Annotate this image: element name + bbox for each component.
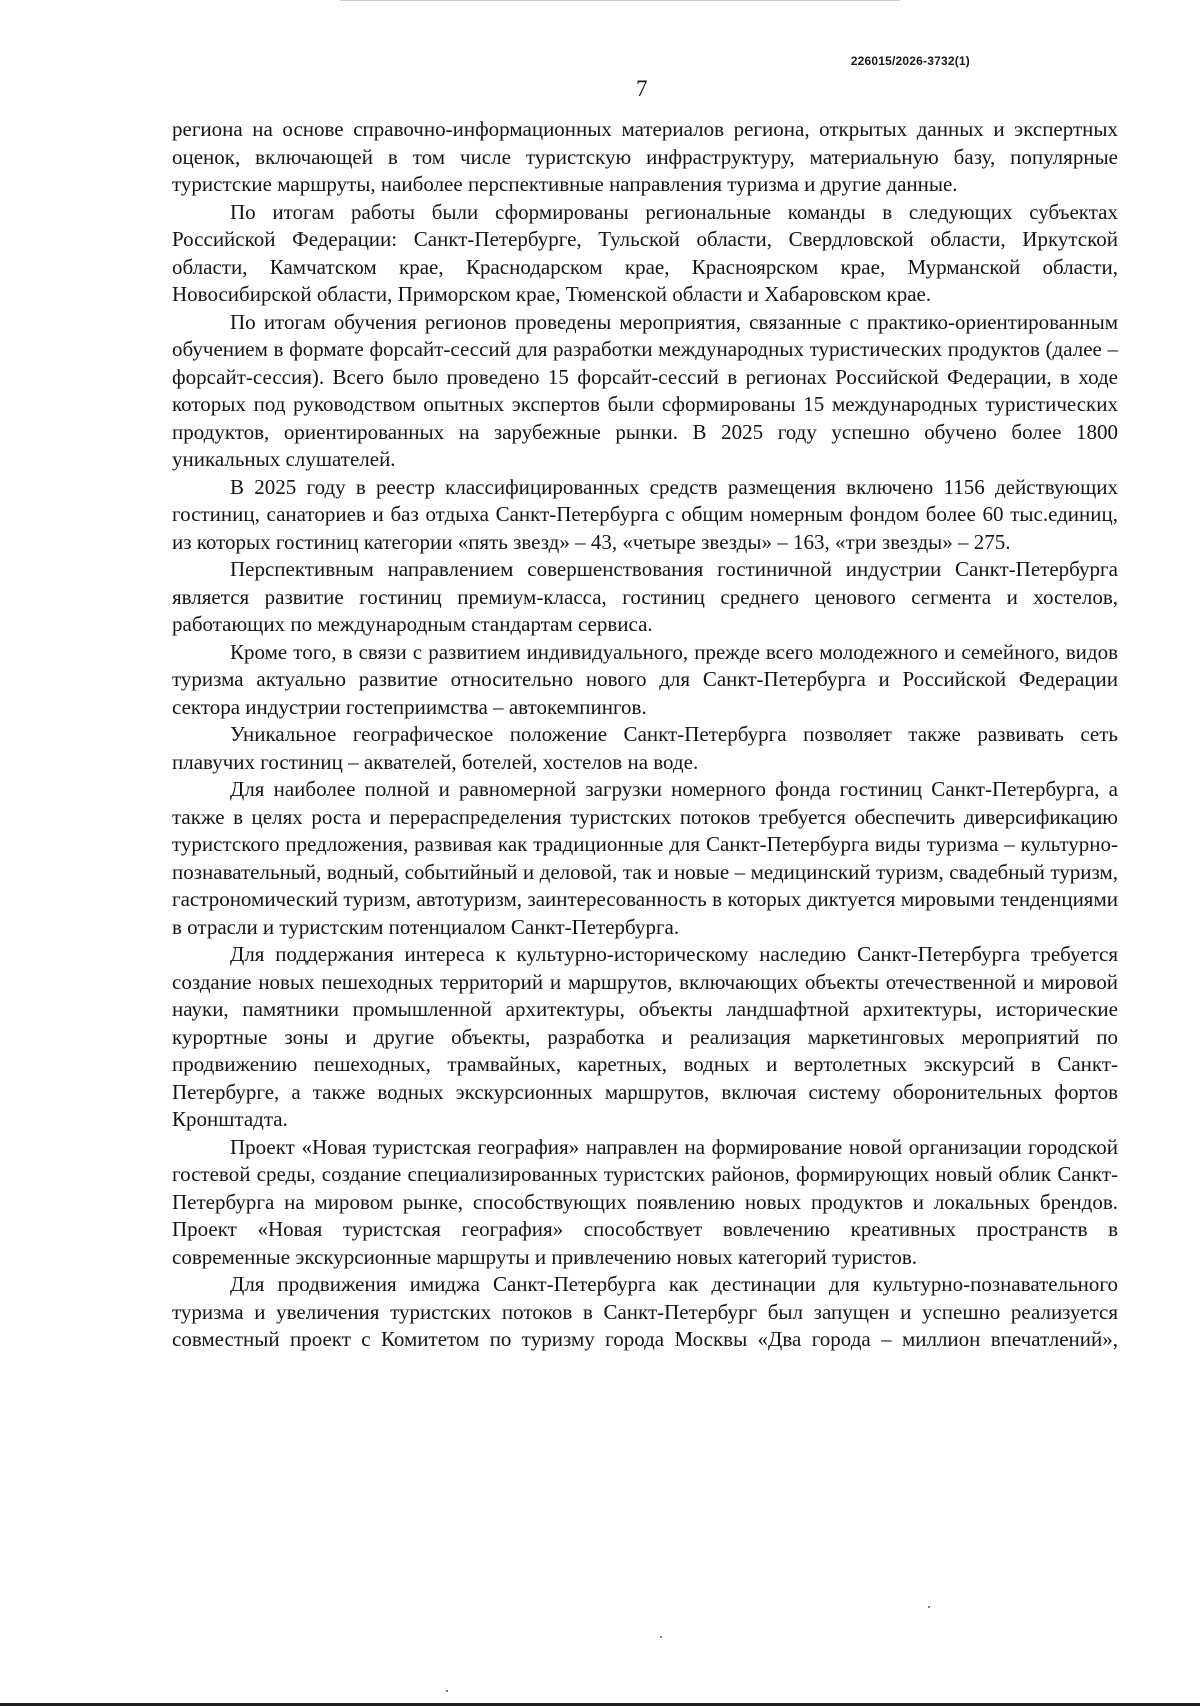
paragraph-9: Для поддержания интереса к культурно-историческому наследию Санкт-Петербурга требуется создание новых пешеходных территорий и маршрутов, включающих объекты отечественной и мировой науки, памятники промышленной архитектуры, объекты ландшафтной архитектуры, исторические курортные зоны и другие объекты, разработка и реализация маркетинговых мероприятий по продвижению пешеходных, трамвайных, каретных, водных и вертолетных экскурсий в Санкт-Петербурге, а также водных экскурсионных маршрутов, включая систему оборонительных фортов Кронштадта. [172,942,1118,1131]
paragraph-4: В 2025 году в реестр классифицированных средств размещения включено 1156 действующих гостиниц, санаториев и баз отдыха Санкт-Петербурга с общим номерным фондом более 60 тыс.единиц, из которых гостиниц категории «пять звезд» – 43, «четыре звезды» – 163, «три звезды» – 275. [172,474,1118,554]
paragraph-8: Для наиболее полной и равномерной загрузки номерного фонда гостиниц Санкт-Петербурга, а также в целях роста и перераспределения туристских потоков требуется обеспечить диверсификацию туристского предложения, развивая как традиционные для Санкт-Петербурга виды туризма – культурно-познавательный, водный, событийный и деловой, так и новые – медицинский туризм, свадебный туризм, гастрономический туризм, автотуризм, заинтересованность в которых диктуется мировыми тенденциями в отрасли и туристским потенциалом Санкт-Петербурга. [172,777,1118,939]
top-edge-line [340,0,900,1]
scan-speck [446,1690,448,1692]
page-number: 7 [636,76,648,101]
paragraph-6: Кроме того, в связи с развитием индивидуального, прежде всего молодежного и семейного, видов туризма актуально развитие относительно нового для Санкт-Петербурга и Российской Федерации сектора индустрии гостеприимства – автокемпингов. [172,639,1118,719]
scan-speck [660,1636,662,1638]
paragraph-5: Перспективным направлением совершенствования гостиничной индустрии Санкт-Петербурга является развитие гостиниц премиум-класса, гостиниц среднего ценового сегмента и хостелов, работающих по международным стандартам сервиса. [172,557,1118,636]
document-body [172,116,1118,1354]
paragraph-11: Для продвижения имиджа Санкт-Петербурга как дестинации для культурно-познавательного туризма и увеличения туристских потоков в Санкт-Петербург был запущен и успешно реализуется совместный проект с Комитетом по туризму города Москвы «Два города – миллион впечатлений», [172,1272,1118,1351]
scan-speck [928,1606,930,1608]
paragraph-10: Проект «Новая туристская география» направлен на формирование новой организации городской гостевой среды, создание специализированных туристских районов, формирующих новый облик Санкт-Петербурга на мировом рынке, способствующих появлению новых продуктов и локальных брендов. Проект «Новая туристская география» способствует вовлечению креативных пространств в современные экскурсионные маршруты и привлечению новых категорий туристов. [172,1134,1118,1269]
paragraph-3: По итогам обучения регионов проведены мероприятия, связанные с практико-ориентированным обучением в формате форсайт-сессий для разработки международных туристических продуктов (далее – форсайт-сессия). Всего было проведено 15 форсайт-сессий в регионах Российской Федерации, в ходе которых под руководством опытных экспертов были сформированы 15 международных туристических продуктов, ориентированных на зарубежные рынки. В 2025 году успешно обучено более 1800 уникальных слушателей. [172,309,1118,471]
document-registration-number: 226015/2026-3732(1) [850,54,970,68]
paragraph-2: По итогам работы были сформированы региональные команды в следующих субъектах Российской Федерации: Санкт-Петербурге, Тульской области, Свердловской области, Иркутской области, Камчатском крае, Краснодарском крае, Красноярском крае, Мурманской области, Новосибирской области, Приморском крае, Тюменской области и Хабаровском крае. [172,199,1118,306]
paragraph-1: региона на основе справочно-информационных материалов региона, открытых данных и экспертных оценок, включающей в том числе туристскую инфраструктуру, материальную базу, популярные туристские маршруты, наиболее перспективные направления туризма и другие данные. [172,117,1118,196]
paragraph-7: Уникальное географическое положение Санкт-Петербурга позволяет также развивать сеть плавучих гостиниц – аквателей, ботелей, хостелов на воде. [172,722,1118,774]
